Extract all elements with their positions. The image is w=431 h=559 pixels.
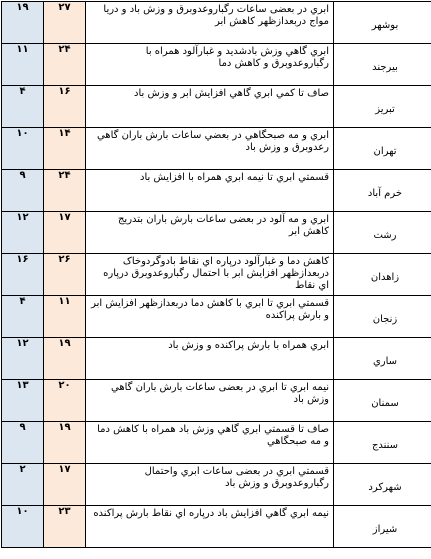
forecast-table-body xyxy=(2,2,431,548)
forecast-row xyxy=(2,296,431,338)
forecast-description-cell: ابري گاهي وزش بادشديد و غبارآلود همراه با رگباروعدوبرق و کاهش دما xyxy=(86,44,334,86)
forecast-description-cell: کاهش دما و غبارآلود درپاره اي نقاط بادوگردوخاک دربعدازظهر افزايش ابر با احتمال رگباروعدوبرق درپاره اي نقاط xyxy=(86,254,334,296)
forecast-row xyxy=(2,464,431,506)
forecast-description-cell: قسمتي ابري تا نيمه ابري همراه با افزايش باد xyxy=(86,170,334,212)
forecast-row xyxy=(2,506,431,548)
max-temp-cell: ۱۷ xyxy=(44,212,86,254)
min-temp-cell: ۱۲ xyxy=(2,212,44,254)
max-temp-cell: ۱۹ xyxy=(44,338,86,380)
forecast-description-cell: ابري همراه با بارش پراکنده و وزش باد xyxy=(86,338,334,380)
forecast-row xyxy=(2,380,431,422)
min-temp-cell: ۹ xyxy=(2,422,44,464)
forecast-description-cell: صاف تا قسمتي ابري گاهي وزش باد همراه با کاهش دما و مه صبحگاهي xyxy=(86,422,334,464)
min-temp-cell: ۲ xyxy=(2,464,44,506)
forecast-row xyxy=(2,44,431,86)
min-temp-cell: ۱۳ xyxy=(2,380,44,422)
forecast-description-cell: ابري در بعضی ساعات رگباروعدوبرق و وزش باد و دريا مواج دربعدازظهر کاهش ابر xyxy=(86,2,334,44)
min-temp-cell: ۴ xyxy=(2,296,44,338)
city-name-cell: زنجان xyxy=(334,296,431,338)
city-name-cell: زاهدان xyxy=(334,254,431,296)
min-temp-cell: ۴ xyxy=(2,86,44,128)
city-name-cell: شيراز xyxy=(334,506,431,548)
min-temp-cell: ۱۶ xyxy=(2,254,44,296)
max-temp-cell: ۱۹ xyxy=(44,422,86,464)
min-temp-cell: ۱۱ xyxy=(2,44,44,86)
forecast-row xyxy=(2,86,431,128)
city-name-cell: سمنان xyxy=(334,380,431,422)
city-name-cell: بوشهر xyxy=(334,2,431,44)
max-temp-cell: ۱۴ xyxy=(44,128,86,170)
forecast-row xyxy=(2,338,431,380)
min-temp-cell: ۱۹ xyxy=(2,2,44,44)
forecast-row xyxy=(2,2,431,44)
city-name-cell: تهران xyxy=(334,128,431,170)
max-temp-cell: ۱۶ xyxy=(44,86,86,128)
forecast-row xyxy=(2,212,431,254)
forecast-table xyxy=(1,1,431,548)
city-name-cell: سنندج xyxy=(334,422,431,464)
min-temp-cell: ۹ xyxy=(2,170,44,212)
forecast-description-cell: نيمه ابري تا ابري در بعضی ساعات بارش باران گاهي وزش باد xyxy=(86,380,334,422)
city-name-cell: شهرکرد xyxy=(334,464,431,506)
forecast-row xyxy=(2,170,431,212)
max-temp-cell: ۲۴ xyxy=(44,170,86,212)
forecast-description-cell: قسمتي ابري تا ابري با کاهش دما دربعدازظهر افزايش ابر و بارش پراکنده xyxy=(86,296,334,338)
forecast-description-cell: صاف تا کمي ابري گاهي افزايش ابر و وزش باد xyxy=(86,86,334,128)
max-temp-cell: ۲۰ xyxy=(44,380,86,422)
city-name-cell: رشت xyxy=(334,212,431,254)
forecast-row xyxy=(2,254,431,296)
max-temp-cell: ۱۷ xyxy=(44,464,86,506)
forecast-row xyxy=(2,128,431,170)
max-temp-cell: ۲۴ xyxy=(44,44,86,86)
min-temp-cell: ۱۰ xyxy=(2,128,44,170)
city-name-cell: تبريز xyxy=(334,86,431,128)
min-temp-cell: ۱۰ xyxy=(2,506,44,548)
city-name-cell: خرم آباد xyxy=(334,170,431,212)
forecast-description-cell: ابري و مه صبحگاهي در بعضي ساعات بارش باران گاهي رعدوبرق و وزش باد xyxy=(86,128,334,170)
max-temp-cell: ۲۷ xyxy=(44,2,86,44)
forecast-description-cell: نيمه ابري گاهي افزايش باد درپاره اي نقاط بارش پراکنده xyxy=(86,506,334,548)
max-temp-cell: ۱۱ xyxy=(44,296,86,338)
max-temp-cell: ۲۶ xyxy=(44,254,86,296)
max-temp-cell: ۲۳ xyxy=(44,506,86,548)
min-temp-cell: ۱۲ xyxy=(2,338,44,380)
forecast-row xyxy=(2,422,431,464)
forecast-description-cell: قسمتي ابري در بعضی ساعات ابري واحتمال رگباروعدوبرق و وزش باد xyxy=(86,464,334,506)
city-name-cell: ساري xyxy=(334,338,431,380)
forecast-description-cell: ابري و مه آلود در بعضی ساعات بارش باران بتدريج کاهش ابر xyxy=(86,212,334,254)
city-name-cell: بيرجند xyxy=(334,44,431,86)
